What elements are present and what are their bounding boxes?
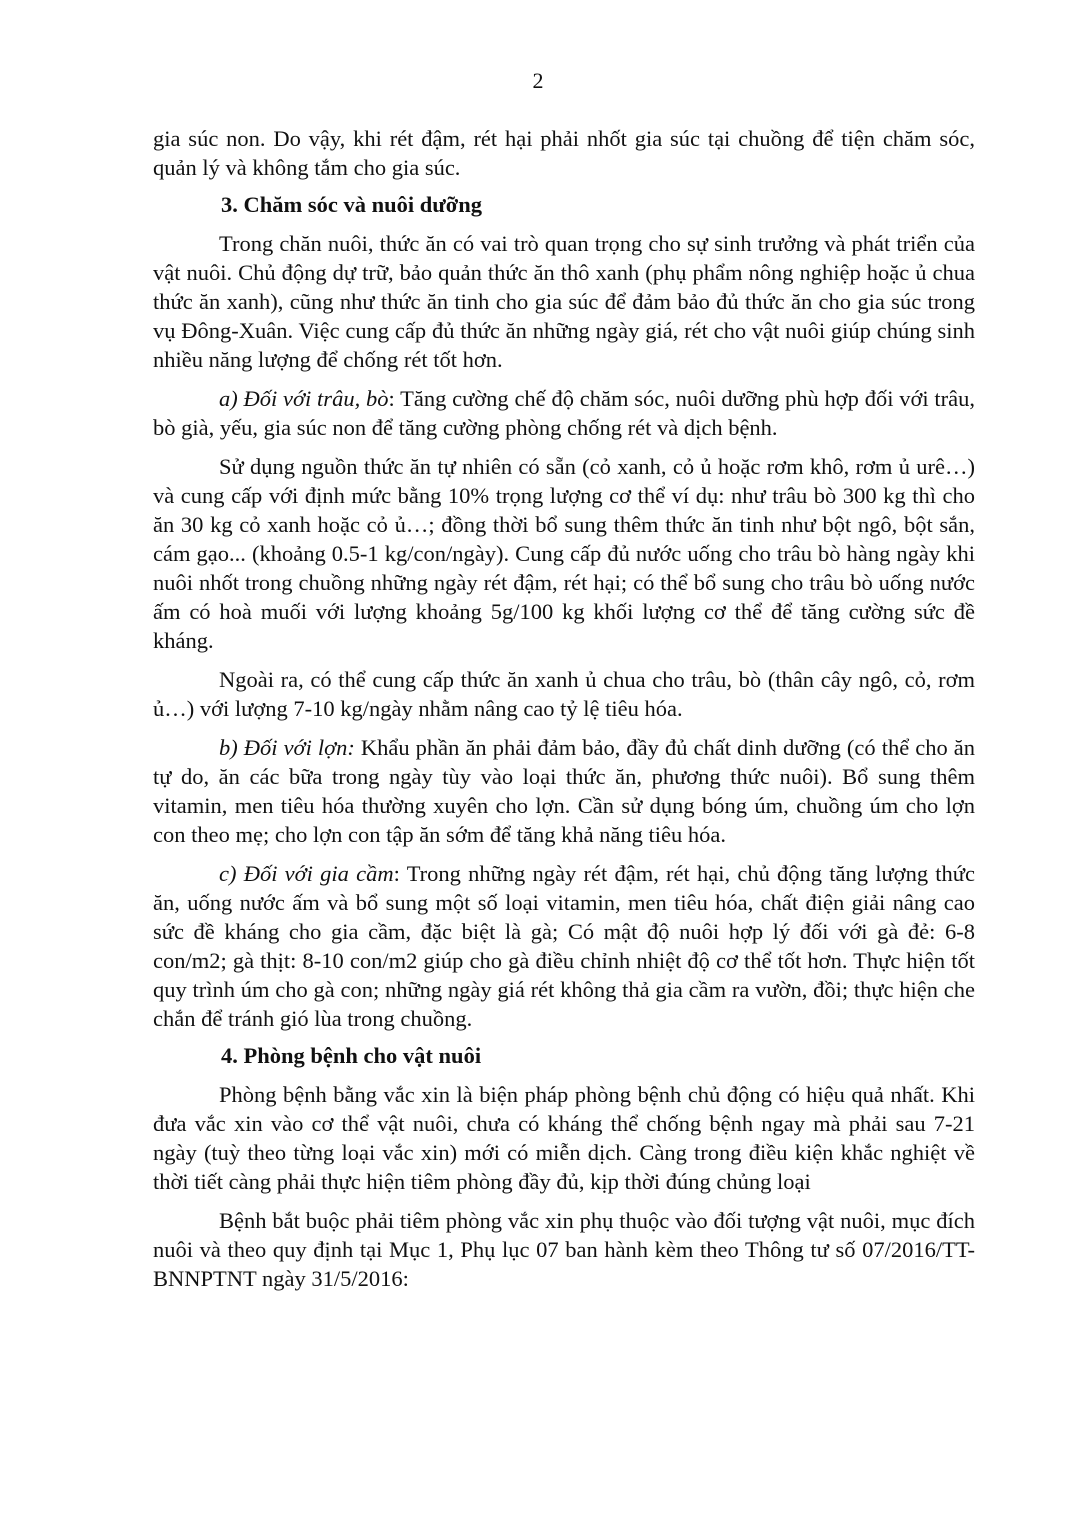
paragraph-vaccination: Phòng bệnh bằng vắc xin là biện pháp phòng bệnh chủ động có hiệu quả nhất. Khi đưa vắc xin vào cơ thể vật nuôi, chưa có kháng thể chống bệnh ngay mà phải sau 7-21 ngày (tuỳ theo từng loại vắc xin) mới có miễn dịch. Càng trong điều kiện khắc nghiệt về thời tiết càng phải thực hiện tiêm phòng đầy đủ, kịp thời đúng chủng loại — [153, 1082, 975, 1194]
page-number: 2 — [532, 68, 544, 93]
subsection-label-b: b) Đối với lợn: — [219, 735, 355, 760]
paragraph-silage: Ngoài ra, có thể cung cấp thức ăn xanh ủ chua cho trâu, bò (thân cây ngô, cỏ, rơm ủ…) với lượng 7-10 kg/ngày nhằm nâng cao tỷ lệ tiêu hóa. — [153, 667, 975, 721]
section-heading-3: 3. Chăm sóc và nuôi dưỡng — [221, 192, 483, 217]
section-heading-4: 4. Phòng bệnh cho vật nuôi — [221, 1043, 482, 1068]
subsection-label-a: a) Đối với trâu, bò — [219, 386, 389, 411]
paragraph-text: : Trong những ngày rét đậm, rét hại, chủ động tăng lượng thức ăn, uống nước ấm và bổ sung một số loại vitamin, men tiêu hóa, chất điện giải nâng cao sức đề kháng cho gia cầm, đặc biệt là gà; Có mật độ nuôi hợp lý đối với gà đẻ: 6-8 con/m2; gà thịt: 8-10 con/m2 giúp cho gà điều chỉnh nhiệt độ cơ thể tốt hơn. Thực hiện tốt quy trình úm cho gà con; những ngày giá rét không thả gia cầm ra vườn, đồi; thực hiện che chắn để tránh gió lùa trong chuồng. — [153, 861, 975, 1031]
paragraph-natural-feed: Sử dụng nguồn thức ăn tự nhiên có sẵn (cỏ xanh, cỏ ủ hoặc rơm khô, rơm ủ urê…) và cung cấp với định mức bằng 10% trọng lượng cơ thể ví dụ: như trâu bò 300 kg thì cho ăn 30 kg cỏ xanh hoặc cỏ ủ…; đồng thời bổ sung thêm thức ăn tinh như bột ngô, bột sắn, cám gạo... (khoảng 0.5-1 kg/con/ngày). Cung cấp đủ nước uống cho trâu bò hàng ngày khi nuôi nhốt trong chuồng những ngày rét đậm, rét hại; có thể bổ sung cho trâu bò uống nước ấm có hoà muối với lượng khoảng 5g/100 kg khối lượng cơ thể để tăng cường sức đề kháng. — [153, 454, 975, 653]
paragraph-feeding-intro: Trong chăn nuôi, thức ăn có vai trò quan trọng cho sự sinh trưởng và phát triển của vật nuôi. Chủ động dự trữ, bảo quản thức ăn thô xanh (phụ phẩm nông nghiệp hoặc ủ chua thức ăn xanh), cũng như thức ăn tinh cho gia súc để đảm bảo đủ thức ăn cho gia súc trong vụ Đông-Xuân. Việc cung cấp đủ thức ăn những ngày giá, rét cho vật nuôi giúp chúng sinh nhiều năng lượng để chống rét tốt hơn. — [153, 231, 975, 372]
document-body — [153, 124, 975, 1293]
paragraph-pigs — [153, 733, 975, 849]
paragraph-mandatory-vaccines: Bệnh bắt buộc phải tiêm phòng vắc xin phụ thuộc vào đối tượng vật nuôi, mục đích nuôi và theo quy định tại Mục 1, Phụ lục 07 ban hành kèm theo Thông tư số 07/2016/TT-BNNPTNT ngày 31/5/2016: — [153, 1208, 975, 1291]
paragraph-text: : Tăng cường chế độ chăm sóc, nuôi dưỡng phù hợp đối với trâu, bò già, yếu, gia súc non để tăng cường phòng chống rét và dịch bệnh. — [153, 386, 975, 440]
subsection-label-c: c) Đối với gia cầm — [219, 861, 394, 886]
paragraph-buffalo-cattle — [153, 384, 975, 442]
paragraph-continuation: gia súc non. Do vậy, khi rét đậm, rét hại phải nhốt gia súc tại chuồng để tiện chăm sóc, quản lý và không tắm cho gia súc. — [153, 126, 975, 180]
paragraph-text: Khẩu phần ăn phải đảm bảo, đầy đủ chất dinh dưỡng (có thể cho ăn tự do, ăn các bữa trong ngày tùy vào loại thức ăn, phương thức nuôi). Bổ sung thêm vitamin, men tiêu hóa thường xuyên cho lợn. Cần sử dụng bóng úm, chuồng úm cho lợn con theo mẹ; cho lợn con tập ăn sớm để tăng khả năng tiêu hóa. — [153, 735, 975, 847]
paragraph-poultry — [153, 859, 975, 1033]
